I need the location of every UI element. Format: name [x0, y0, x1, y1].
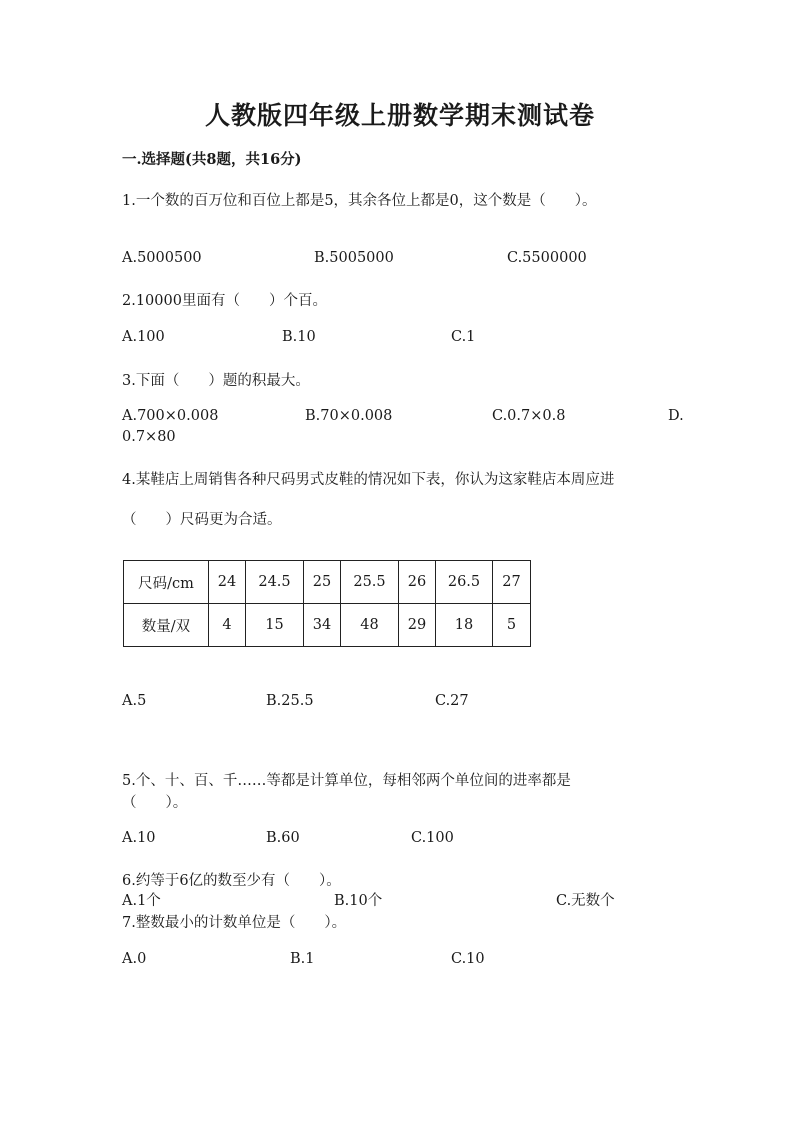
table-cell: 24 [209, 561, 246, 604]
table-cell: 5 [493, 604, 531, 647]
question-4-option-a: A.5 [122, 693, 147, 709]
question-5-option-b: B.60 [266, 830, 300, 846]
question-2-option-c: C.1 [451, 329, 476, 345]
table-cell: 25.5 [341, 561, 399, 604]
table-cell: 34 [304, 604, 341, 647]
table-cell: 48 [341, 604, 399, 647]
question-7-option-c: C.10 [451, 951, 485, 967]
question-5-option-c: C.100 [411, 830, 454, 846]
question-1-option-a: A.5000500 [122, 250, 202, 266]
question-6-option-a: A.1个 [122, 893, 161, 909]
table-cell: 27 [493, 561, 531, 604]
table-cell: 25 [304, 561, 341, 604]
question-5-option-a: A.10 [122, 830, 156, 846]
table-cell: 26.5 [436, 561, 493, 604]
question-6-text: 6.约等于6亿的数至少有（ ）。 [122, 873, 341, 889]
table-cell: 4 [209, 604, 246, 647]
question-4-text-line2: （ ）尺码更为合适。 [122, 512, 282, 528]
table-row-counts [124, 604, 531, 647]
question-4-option-b: B.25.5 [266, 693, 314, 709]
question-2-option-b: B.10 [282, 329, 316, 345]
question-6-option-b: B.10个 [334, 893, 383, 909]
question-3-option-d-value: 0.7×80 [122, 429, 176, 445]
table-cell: 24.5 [246, 561, 304, 604]
question-3-option-a: A.700×0.008 [122, 408, 219, 424]
question-2-text: 2.10000里面有（ ）个百。 [122, 293, 327, 309]
question-7-text: 7.整数最小的计数单位是（ ）。 [122, 915, 347, 931]
question-4-text-line1: 4.某鞋店上周销售各种尺码男式皮鞋的情况如下表，你认为这家鞋店本周应进 [122, 472, 615, 488]
question-7-option-b: B.1 [290, 951, 315, 967]
shoe-size-table [123, 560, 531, 647]
table-header-count: 数量/双 [124, 604, 209, 647]
question-1-text: 1.一个数的百万位和百位上都是5，其余各位上都是0，这个数是（ ）。 [122, 193, 597, 209]
table-cell: 15 [246, 604, 304, 647]
question-3-text: 3.下面（ ）题的积最大。 [122, 373, 310, 389]
question-7-option-a: A.0 [122, 951, 147, 967]
table-header-size: 尺码/cm [124, 561, 209, 604]
question-5-text-line2: （ ）。 [122, 795, 188, 811]
question-3-option-d-label: D. [668, 408, 684, 424]
question-3-option-b: B.70×0.008 [305, 408, 393, 424]
question-5-text-line1: 5.个、十、百、千……等都是计算单位，每相邻两个单位间的进率都是 [122, 773, 571, 789]
table-cell: 18 [436, 604, 493, 647]
question-3-option-c: C.0.7×0.8 [492, 408, 566, 424]
question-1-option-c: C.5500000 [507, 250, 587, 266]
table-cell: 26 [399, 561, 436, 604]
question-2-option-a: A.100 [122, 329, 165, 345]
question-4-option-c: C.27 [435, 693, 469, 709]
table-row-sizes [124, 561, 531, 604]
question-6-option-c: C.无数个 [556, 893, 615, 909]
table-cell: 29 [399, 604, 436, 647]
question-1-option-b: B.5005000 [314, 250, 394, 266]
page-title: 人教版四年级上册数学期末测试卷 [204, 101, 595, 130]
section-heading: 一.选择题(共8题，共16分) [122, 151, 302, 168]
